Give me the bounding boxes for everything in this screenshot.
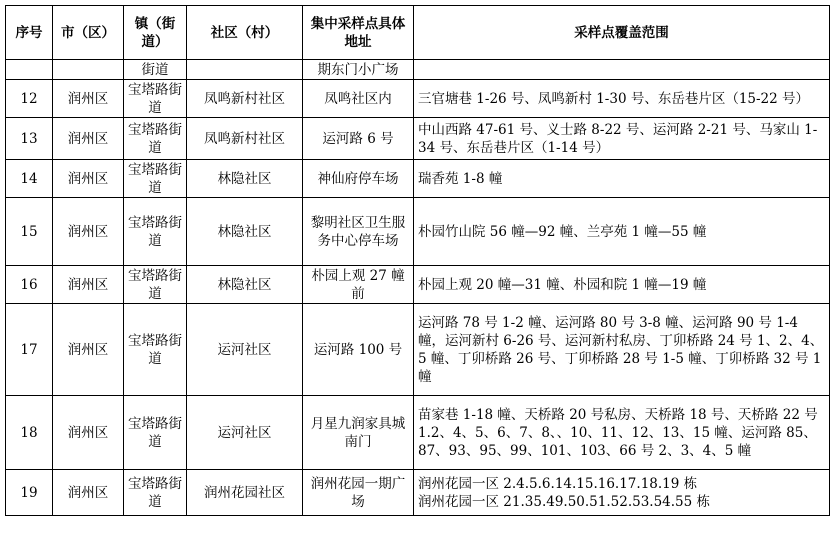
- cell-no: 12: [6, 80, 53, 118]
- cell-address: 运河路 6 号: [303, 118, 414, 160]
- cell-district: 润州区: [53, 80, 124, 118]
- scope-line: 中山西路 47-61 号、义士路 8-22 号、运河路 2-21 号、马家山 1-34 号、东岳巷片区（1-14 号）: [418, 121, 818, 156]
- cell-community: 凤鸣新村社区: [187, 118, 303, 160]
- scope-line: 瑞香苑 1-8 幢: [418, 170, 503, 187]
- continuation-row: [6, 60, 830, 80]
- cell-town: 宝塔路街道: [124, 118, 187, 160]
- cell-district: 润州区: [53, 118, 124, 160]
- cell-community: 林隐社区: [187, 198, 303, 266]
- cell-community: 运河社区: [187, 304, 303, 396]
- table-row: [6, 304, 830, 396]
- cell-town: 宝塔路街道: [124, 198, 187, 266]
- table-row: [6, 80, 830, 118]
- cell-scope: [414, 198, 830, 266]
- cell-town: 宝塔路街道: [124, 160, 187, 198]
- cell-town: 宝塔路街道: [124, 304, 187, 396]
- cell-address: 黎明社区卫生服务中心停车场: [303, 198, 414, 266]
- cell-address: 神仙府停车场: [303, 160, 414, 198]
- cell-district: [53, 60, 124, 80]
- sampling-site-table: [5, 5, 830, 516]
- scope-line: 运河路 78 号 1-2 幢、运河路 80 号 3-8 幢、运河路 90 号 1-4 幢，运河新村 6-26 号、运河新村私房、丁卯桥路 24 号 1、2、4、5 幢、丁卯桥路 26 号、丁卯桥路 28 号 1-5 幢、丁卯桥路 32 号 1 幢: [418, 314, 824, 385]
- header-community: 社区（村）: [187, 6, 303, 60]
- header-scope: 采样点覆盖范围: [414, 6, 830, 60]
- scope-line: 朴园竹山院 56 幢—92 幢、兰亭苑 1 幢—55 幢: [418, 223, 707, 240]
- cell-no: 18: [6, 396, 53, 470]
- cell-address: 运河路 100 号: [303, 304, 414, 396]
- table-row: [6, 470, 830, 516]
- cell-address: 月星九润家具城南门: [303, 396, 414, 470]
- cell-scope: [414, 396, 830, 470]
- cell-community: 凤鸣新村社区: [187, 80, 303, 118]
- cell-address: 凤鸣社区内: [303, 80, 414, 118]
- scope-line: 朴园上观 20 幢—31 幢、朴园和院 1 幢—19 幢: [418, 276, 707, 293]
- table-row: [6, 198, 830, 266]
- cell-district: 润州区: [53, 304, 124, 396]
- cell-no: [6, 60, 53, 80]
- cell-town: 宝塔路街道: [124, 80, 187, 118]
- cell-town: 宝塔路街道: [124, 396, 187, 470]
- cell-address: 期东门小广场: [303, 60, 414, 80]
- cell-district: 润州区: [53, 160, 124, 198]
- table-row: [6, 396, 830, 470]
- cell-district: 润州区: [53, 198, 124, 266]
- table-row: [6, 118, 830, 160]
- scope-line: 三官塘巷 1-26 号、凤鸣新村 1-30 号、东岳巷片区（15-22 号）: [418, 90, 810, 107]
- cell-community: 润州花园社区: [187, 470, 303, 516]
- header-row: [6, 6, 830, 60]
- cell-community: 运河社区: [187, 396, 303, 470]
- cell-scope: [414, 304, 830, 396]
- cell-scope: [414, 266, 830, 304]
- cell-town: 宝塔路街道: [124, 470, 187, 516]
- scope-line: 苗家巷 1-18 幢、天桥路 20 号私房、天桥路 18 号、天桥路 22 号 1.2、4、5、6、7、8、、10、11、12、13、15 幢、运河路 85、87、93、95、99、101、103、66 号 2、3、4、5 幢: [418, 406, 818, 459]
- cell-no: 16: [6, 266, 53, 304]
- header-address: 集中采样点具体地址: [303, 6, 414, 60]
- cell-address: 朴园上观 27 幢前: [303, 266, 414, 304]
- cell-no: 19: [6, 470, 53, 516]
- cell-no: 17: [6, 304, 53, 396]
- cell-district: 润州区: [53, 470, 124, 516]
- cell-no: 15: [6, 198, 53, 266]
- cell-community: [187, 60, 303, 80]
- cell-district: 润州区: [53, 396, 124, 470]
- cell-community: 林隐社区: [187, 266, 303, 304]
- scope-line: 润州花园一区 21.35.49.50.51.52.53.54.55 栋: [418, 493, 711, 510]
- cell-scope: [414, 60, 830, 80]
- header-town: 镇（街道）: [124, 6, 187, 60]
- cell-no: 13: [6, 118, 53, 160]
- cell-scope: [414, 160, 830, 198]
- cell-community: 林隐社区: [187, 160, 303, 198]
- table-row: [6, 160, 830, 198]
- cell-address: 润州花园一期广场: [303, 470, 414, 516]
- document: [5, 5, 829, 516]
- cell-town: 街道: [124, 60, 187, 80]
- header-district: 市（区）: [53, 6, 124, 60]
- scope-line: 润州花园一区 2.4.5.6.14.15.16.17.18.19 栋: [418, 475, 698, 492]
- cell-district: 润州区: [53, 266, 124, 304]
- cell-town: 宝塔路街道: [124, 266, 187, 304]
- header-no: 序号: [6, 6, 53, 60]
- cell-scope: [414, 470, 830, 516]
- table-row: [6, 266, 830, 304]
- cell-scope: [414, 80, 830, 118]
- cell-scope: [414, 118, 830, 160]
- cell-no: 14: [6, 160, 53, 198]
